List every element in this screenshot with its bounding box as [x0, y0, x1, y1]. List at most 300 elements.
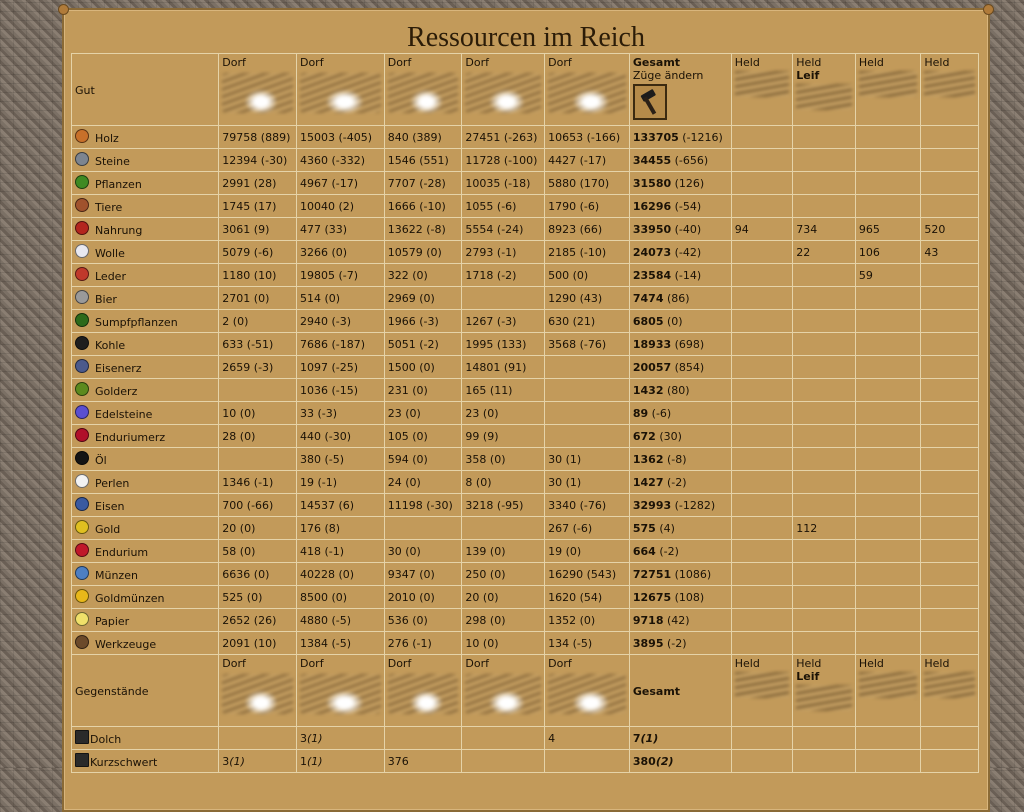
- change-turns-hammer-button[interactable]: [633, 84, 667, 120]
- item-name-cell: [72, 750, 218, 772]
- total-value: 6805: [632, 314, 664, 328]
- village-value: 3061 (9): [222, 222, 270, 236]
- village-value: 16290 (543): [548, 567, 617, 581]
- village-value: 5554 (-24): [465, 222, 524, 236]
- hero-header-2[interactable]: [793, 655, 855, 726]
- resource-name-cell: [72, 609, 218, 631]
- village-value-cell: [219, 563, 296, 585]
- village-value-cell: [545, 402, 629, 424]
- village-value-cell: [297, 195, 384, 217]
- village-value: 500 (0): [548, 268, 589, 282]
- resource-name-cell: [72, 149, 218, 171]
- village-value: 176 (8): [299, 521, 341, 535]
- total-value: 24073: [632, 245, 672, 259]
- hero-value-cell: [856, 540, 921, 562]
- village-value: 536 (0): [387, 613, 428, 627]
- village-value-cell: [545, 563, 629, 585]
- item-count: 376: [387, 754, 409, 768]
- village-value-cell: [219, 494, 296, 516]
- village-value: 1346 (-1): [222, 475, 274, 489]
- hero-value: 94: [734, 222, 749, 236]
- resource-row: [72, 333, 978, 355]
- village-value-cell: [297, 172, 384, 194]
- village-value: 7707 (-28): [387, 176, 446, 190]
- oil-icon: [75, 451, 89, 465]
- village-value: 134 (-5): [548, 636, 593, 650]
- village-value-cell: [297, 287, 384, 309]
- hero-value-cell: [921, 172, 978, 194]
- resource-name: Leder: [95, 270, 126, 283]
- coal-icon: [75, 336, 89, 350]
- resource-name: Tiere: [95, 201, 123, 214]
- total-value: 72751: [632, 567, 672, 581]
- village-value: 33 (-3): [299, 406, 338, 420]
- total-value-cell: [630, 379, 731, 401]
- hero-value-cell: [856, 494, 921, 516]
- village-value: 250 (0): [465, 567, 506, 581]
- village-value-cell: [297, 609, 384, 631]
- village-value-cell: [219, 609, 296, 631]
- village-value-cell: [219, 379, 296, 401]
- village-header-2[interactable]: [297, 54, 384, 125]
- village-value: 840 (389): [387, 130, 442, 144]
- village-value-cell: [545, 333, 629, 355]
- village-value-cell: [385, 517, 462, 539]
- hero-header-3[interactable]: [856, 655, 921, 726]
- village-value: 594 (0): [387, 452, 428, 466]
- resource-row: [72, 126, 978, 148]
- village-value-cell: [462, 287, 544, 309]
- village-header-label: Dorf: [465, 56, 490, 69]
- village-value-cell: [219, 632, 296, 654]
- hero-value-cell: [921, 494, 978, 516]
- item-pending: (1): [306, 731, 323, 745]
- resource-row: [72, 609, 978, 631]
- hero-name-blurred: [924, 71, 975, 97]
- village-value-cell: [219, 333, 296, 355]
- village-value-cell: [545, 126, 629, 148]
- hero-value-cell: [856, 586, 921, 608]
- hero-value-cell: [732, 609, 793, 631]
- village-value: 1666 (-10): [387, 199, 446, 213]
- hero-item-cell: [732, 727, 793, 749]
- gesamt-label: Gesamt: [632, 685, 681, 698]
- village-value: 1097 (-25): [299, 360, 359, 374]
- total-value-cell: [630, 471, 731, 493]
- village-value-cell: [545, 287, 629, 309]
- hero-header-label: Held: [734, 56, 760, 69]
- village-value-cell: [385, 379, 462, 401]
- village-value-cell: [385, 448, 462, 470]
- village-value: 58 (0): [222, 544, 256, 558]
- hero-value-cell: [793, 517, 855, 539]
- gesamt-label: Gesamt: [632, 56, 681, 69]
- hero-value-cell: [793, 448, 855, 470]
- village-value-cell: [385, 333, 462, 355]
- village-header-3[interactable]: [385, 54, 462, 125]
- village-value: 1384 (-5): [299, 636, 352, 650]
- hammer-icon: [635, 86, 665, 118]
- village-value: 20 (0): [465, 590, 499, 604]
- village-value: 13622 (-8): [387, 222, 446, 236]
- hero-header-2[interactable]: [793, 54, 855, 125]
- item-village-cell: [297, 750, 384, 772]
- resource-name-cell: [72, 632, 218, 654]
- resource-name-cell: [72, 310, 218, 332]
- village-value-cell: [385, 471, 462, 493]
- hero-name: Leif: [796, 670, 820, 683]
- village-value-cell: [462, 241, 544, 263]
- village-header-label: Dorf: [548, 657, 572, 670]
- total-delta: (-2): [663, 475, 687, 489]
- change-turns-link[interactable]: Züge ändern: [632, 69, 704, 82]
- total-delta: (-42): [671, 245, 702, 259]
- total-value-cell: [630, 448, 731, 470]
- hero-item-cell: [793, 727, 855, 749]
- resources-table: [71, 53, 979, 773]
- village-value-cell: [545, 425, 629, 447]
- village-value: 2659 (-3): [222, 360, 274, 374]
- total-value-cell: [630, 333, 731, 355]
- village-value-cell: [297, 126, 384, 148]
- village-value: 3266 (0): [299, 245, 348, 259]
- hero-header-4[interactable]: [921, 54, 978, 125]
- village-value: 380 (-5): [299, 452, 345, 466]
- village-value-cell: [385, 218, 462, 240]
- stone-icon: [75, 152, 89, 166]
- hero-value: 22: [796, 245, 811, 259]
- resource-row: [72, 517, 978, 539]
- resource-name-cell: [72, 402, 218, 424]
- total-delta: (-2): [655, 544, 679, 558]
- village-value: 10579 (0): [387, 245, 442, 259]
- hero-header-4[interactable]: [921, 655, 978, 726]
- village-header-1[interactable]: [219, 655, 296, 726]
- total-delta: (86): [663, 291, 690, 305]
- village-header-3[interactable]: [385, 655, 462, 726]
- village-value: 19 (-1): [299, 475, 338, 489]
- village-value: 4967 (-17): [299, 176, 359, 190]
- village-value-cell: [385, 402, 462, 424]
- item-village-cell: [462, 727, 544, 749]
- village-value: 19 (0): [548, 544, 582, 558]
- resource-row: [72, 287, 978, 309]
- village-header-5[interactable]: [545, 655, 629, 726]
- village-header-4[interactable]: [462, 655, 544, 726]
- endurium-ore-icon: [75, 428, 89, 442]
- resource-name-cell: [72, 241, 218, 263]
- village-value-cell: [545, 172, 629, 194]
- village-value-cell: [462, 356, 544, 378]
- hero-value-cell: [732, 494, 793, 516]
- total-value-cell: [630, 264, 731, 286]
- hero-header-3[interactable]: [856, 54, 921, 125]
- village-value-cell: [462, 586, 544, 608]
- total-delta: (1086): [671, 567, 712, 581]
- village-value: 1718 (-2): [465, 268, 517, 282]
- item-total-pending: (1): [640, 731, 659, 745]
- swamp-plant-icon: [75, 313, 89, 327]
- hero-value: 734: [796, 222, 818, 236]
- hero-value-cell: [921, 310, 978, 332]
- hero-header-label: Held: [734, 657, 760, 670]
- table-header-row: [72, 54, 978, 125]
- village-value-cell: [219, 195, 296, 217]
- total-value: 12675: [632, 590, 672, 604]
- resource-row: [72, 218, 978, 240]
- village-value-cell: [545, 379, 629, 401]
- village-value-cell: [462, 149, 544, 171]
- resource-name-cell: [72, 586, 218, 608]
- village-value-cell: [219, 287, 296, 309]
- village-value-cell: [219, 218, 296, 240]
- hero-value: 965: [858, 222, 880, 236]
- village-value: 12394 (-30): [222, 153, 288, 167]
- content-panel: [62, 8, 990, 812]
- endurium-icon: [75, 543, 89, 557]
- village-value: 4427 (-17): [548, 153, 607, 167]
- village-value-cell: [219, 310, 296, 332]
- village-value-cell: [297, 632, 384, 654]
- hero-value-cell: [921, 471, 978, 493]
- village-value: 231 (0): [387, 383, 428, 397]
- village-value-cell: [462, 632, 544, 654]
- village-value: 3218 (-95): [465, 498, 524, 512]
- total-value-cell: [630, 126, 731, 148]
- village-value: 165 (11): [465, 383, 513, 397]
- resource-name: Wolle: [95, 247, 125, 260]
- total-value: 89: [632, 406, 649, 420]
- resource-name: Öl: [95, 454, 107, 467]
- village-value: 1267 (-3): [465, 314, 517, 328]
- gut-header-cell: [72, 54, 218, 125]
- village-value: 418 (-1): [299, 544, 345, 558]
- village-value-cell: [545, 448, 629, 470]
- hero-value-cell: [856, 379, 921, 401]
- village-value: 40228 (0): [299, 567, 355, 581]
- total-value: 33950: [632, 222, 672, 236]
- hero-value-cell: [856, 471, 921, 493]
- village-value: 1966 (-3): [387, 314, 439, 328]
- resource-row: [72, 195, 978, 217]
- items-header-cell: [72, 655, 218, 726]
- village-value-cell: [545, 471, 629, 493]
- hero-value-cell: [921, 402, 978, 424]
- item-total-pending: (2): [655, 754, 674, 768]
- village-value-cell: [385, 609, 462, 631]
- village-value: 2991 (28): [222, 176, 277, 190]
- village-value-cell: [462, 517, 544, 539]
- village-value: 2091 (10): [222, 636, 277, 650]
- village-header-1[interactable]: [219, 54, 296, 125]
- village-value: 440 (-30): [299, 429, 352, 443]
- village-value: 2969 (0): [387, 291, 435, 305]
- village-name-blurred: [548, 73, 626, 113]
- resource-row: [72, 379, 978, 401]
- hero-value-cell: [793, 586, 855, 608]
- village-value-cell: [297, 379, 384, 401]
- hero-value-cell: [921, 333, 978, 355]
- village-value: 8923 (66): [548, 222, 603, 236]
- hero-value-cell: [921, 379, 978, 401]
- hero-value: 59: [858, 268, 873, 282]
- village-header-label: Dorf: [222, 657, 246, 670]
- village-header-5[interactable]: [545, 54, 629, 125]
- hero-value-cell: [793, 264, 855, 286]
- hero-value-cell: [856, 218, 921, 240]
- total-value: 1362: [632, 452, 664, 466]
- resource-name-cell: [72, 218, 218, 240]
- village-value-cell: [462, 126, 544, 148]
- resource-name-cell: [72, 425, 218, 447]
- hero-name-blurred: [735, 71, 790, 97]
- items-header-label: Gegenstände: [75, 685, 149, 698]
- item-village-cell: [385, 727, 462, 749]
- hero-value-cell: [732, 379, 793, 401]
- village-value: 2010 (0): [387, 590, 435, 604]
- resource-row: [72, 540, 978, 562]
- village-value: 3568 (-76): [548, 337, 607, 351]
- total-value-cell: [630, 287, 731, 309]
- hero-value-cell: [732, 425, 793, 447]
- hero-value-cell: [921, 632, 978, 654]
- resource-name-cell: [72, 172, 218, 194]
- hero-header-1[interactable]: [732, 54, 793, 125]
- resource-name: Perlen: [95, 477, 130, 490]
- village-value-cell: [219, 586, 296, 608]
- gesamt-header: [630, 655, 731, 726]
- item-village-cell: [545, 727, 629, 749]
- village-value-cell: [385, 126, 462, 148]
- resource-row: [72, 448, 978, 470]
- hero-value-cell: [732, 172, 793, 194]
- resource-name: Pflanzen: [95, 178, 142, 191]
- hero-value-cell: [921, 517, 978, 539]
- village-value-cell: [297, 494, 384, 516]
- hero-name-blurred: [796, 84, 852, 110]
- village-value-cell: [297, 563, 384, 585]
- hero-value-cell: [856, 287, 921, 309]
- hero-value-cell: [732, 126, 793, 148]
- hero-value-cell: [921, 563, 978, 585]
- hero-value-cell: [793, 471, 855, 493]
- hero-value-cell: [793, 632, 855, 654]
- total-delta: (126): [671, 176, 705, 190]
- village-header-label: Dorf: [387, 56, 412, 69]
- resource-name-cell: [72, 264, 218, 286]
- hero-name-blurred: [796, 685, 852, 711]
- total-value-cell: [630, 609, 731, 631]
- total-value: 23584: [632, 268, 672, 282]
- hero-value-cell: [856, 402, 921, 424]
- hero-value-cell: [732, 218, 793, 240]
- village-value-cell: [462, 448, 544, 470]
- village-header-2[interactable]: [297, 655, 384, 726]
- hero-value-cell: [793, 494, 855, 516]
- hero-header-1[interactable]: [732, 655, 793, 726]
- village-value-cell: [462, 310, 544, 332]
- village-value: 11728 (-100): [465, 153, 538, 167]
- village-value-cell: [297, 264, 384, 286]
- total-delta: (-6): [648, 406, 672, 420]
- village-value: 6636 (0): [222, 567, 270, 581]
- village-name-blurred: [222, 674, 293, 714]
- hero-value-cell: [732, 586, 793, 608]
- resource-name: Eisenerz: [95, 362, 142, 375]
- village-value: 9347 (0): [387, 567, 435, 581]
- hero-header-label: Held: [924, 657, 950, 670]
- village-value: 11198 (-30): [387, 498, 453, 512]
- village-value-cell: [297, 540, 384, 562]
- hero-item-cell: [856, 727, 921, 749]
- village-header-4[interactable]: [462, 54, 544, 125]
- village-value: 4880 (-5): [299, 613, 352, 627]
- hero-value-cell: [921, 540, 978, 562]
- village-value-cell: [385, 241, 462, 263]
- items-header-row: [72, 655, 978, 726]
- wood-icon: [75, 129, 89, 143]
- hero-item-cell: [793, 750, 855, 772]
- resource-name: Goldmünzen: [95, 592, 165, 605]
- total-value-cell: [630, 517, 731, 539]
- total-value-cell: [630, 425, 731, 447]
- village-value-cell: [545, 264, 629, 286]
- total-value-cell: [630, 632, 731, 654]
- village-value: 358 (0): [465, 452, 506, 466]
- village-value: 1995 (133): [465, 337, 527, 351]
- village-value: 1055 (-6): [465, 199, 517, 213]
- total-value: 20057: [632, 360, 672, 374]
- hero-value-cell: [921, 264, 978, 286]
- resource-row: [72, 241, 978, 263]
- hero-value-cell: [793, 540, 855, 562]
- village-value: 20 (0): [222, 521, 256, 535]
- hero-value-cell: [793, 149, 855, 171]
- hero-value-cell: [732, 540, 793, 562]
- resource-name-cell: [72, 195, 218, 217]
- gut-header-label: Gut: [75, 84, 95, 97]
- village-header-label: Dorf: [387, 657, 412, 670]
- village-value: 19805 (-7): [299, 268, 359, 282]
- hero-value-cell: [856, 609, 921, 631]
- total-value-cell: [630, 149, 731, 171]
- village-name-blurred: [465, 674, 541, 714]
- village-value: 2701 (0): [222, 291, 270, 305]
- village-value: 2793 (-1): [465, 245, 517, 259]
- plant-icon: [75, 175, 89, 189]
- village-value: 630 (21): [548, 314, 596, 328]
- resource-row: [72, 402, 978, 424]
- hero-value-cell: [732, 241, 793, 263]
- village-value-cell: [297, 356, 384, 378]
- total-delta: (-14): [671, 268, 702, 282]
- village-name-blurred: [222, 73, 293, 113]
- village-value-cell: [385, 494, 462, 516]
- hero-value-cell: [793, 356, 855, 378]
- resource-name: Bier: [95, 293, 117, 306]
- total-value-cell: [630, 494, 731, 516]
- resource-name: Sumpfpflanzen: [95, 316, 178, 329]
- village-value: 105 (0): [387, 429, 428, 443]
- hero-value-cell: [856, 425, 921, 447]
- item-count: 4: [548, 731, 556, 745]
- item-count: 3: [299, 731, 307, 745]
- village-value: 276 (-1): [387, 636, 432, 650]
- resource-name: Enduriumerz: [95, 431, 166, 444]
- village-value-cell: [462, 402, 544, 424]
- resource-name: Golderz: [95, 385, 138, 398]
- hero-value-cell: [856, 195, 921, 217]
